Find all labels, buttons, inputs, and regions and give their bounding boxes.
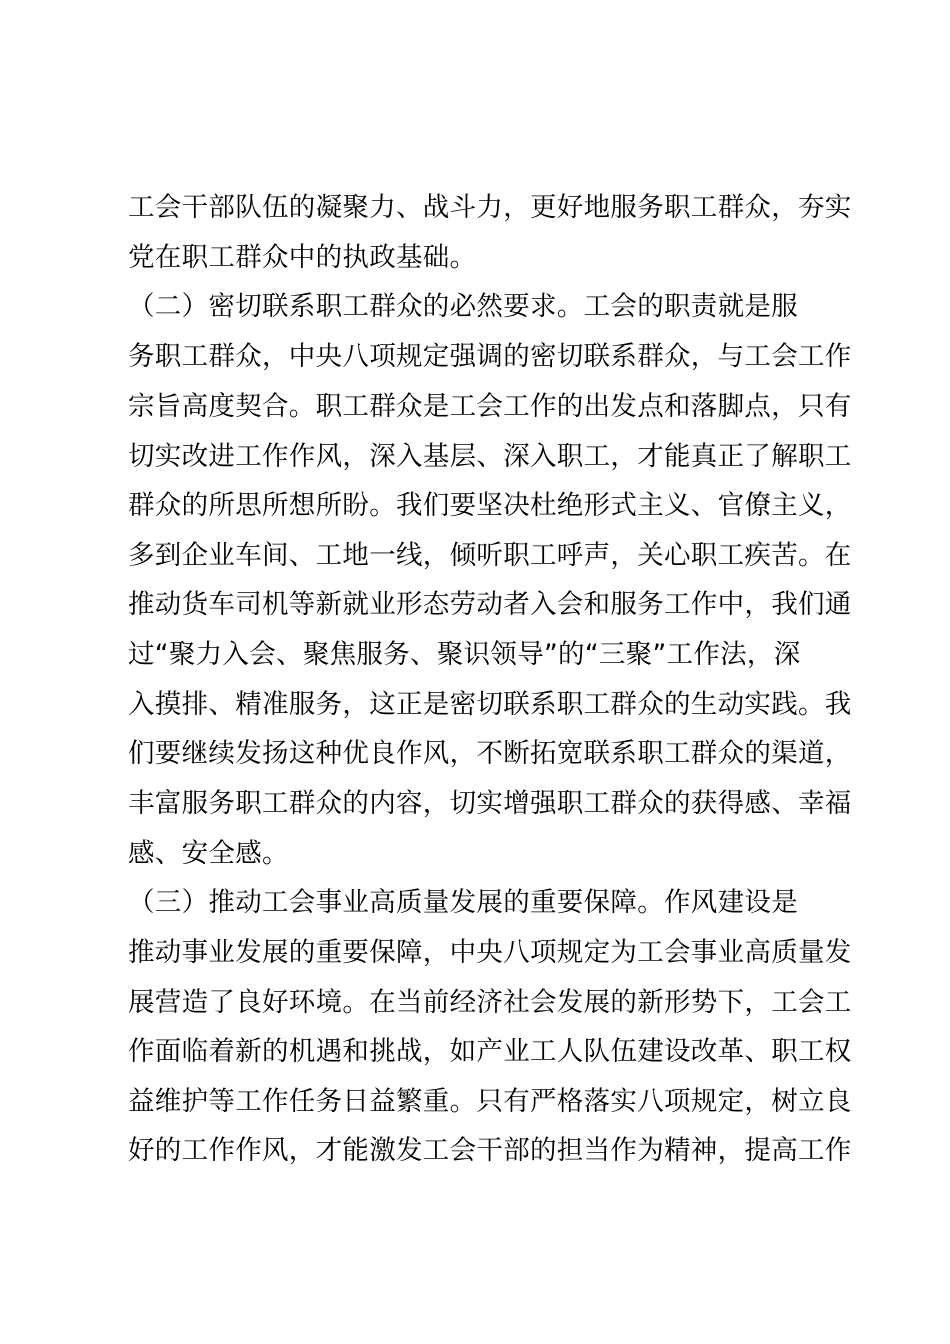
text-line: 好的工作作风，才能激发工会干部的担当作为精神，提高工作	[128, 1135, 852, 1166]
text-line: （二）密切联系职工群众的必然要求。工会的职责就是服	[128, 291, 798, 322]
text-line: 入摸排、精准服务，这正是密切联系职工群众的生动实践。我	[128, 689, 852, 720]
text-line: 务职工群众，中央八项规定强调的密切联系群众，与工会工作	[128, 341, 852, 372]
text-line: 党在职工群众中的执政基础。	[128, 242, 477, 273]
text-line: 多到企业车间、工地一线，倾听职工呼声，关心职工疾苦。在	[128, 540, 852, 571]
text-line: 宗旨高度契合。职工群众是工会工作的出发点和落脚点，只有	[128, 391, 852, 422]
text-line: 作面临着新的机遇和挑战，如产业工人队伍建设改革、职工权	[128, 1036, 852, 1067]
text-line: 益维护等工作任务日益繁重。只有严格落实八项规定，树立良	[128, 1086, 852, 1117]
text-line: 切实改进工作作风，深入基层、深入职工，才能真正了解职工	[128, 441, 852, 472]
text-line: 推动事业发展的重要保障，中央八项规定为工会事业高质量发	[128, 937, 852, 968]
text-line: 感、安全感。	[128, 838, 289, 869]
text-line: 们要继续发扬这种优良作风，不断拓宽联系职工群众的渠道，	[128, 738, 852, 769]
text-line: 推动货车司机等新就业形态劳动者入会和服务工作中，我们通	[128, 589, 852, 620]
text-line: 展营造了良好环境。在当前经济社会发展的新形势下，工会工	[128, 987, 852, 1018]
text-line: 群众的所思所想所盼。我们要坚决杜绝形式主义、官僚主义，	[128, 490, 852, 521]
text-line: （三）推动工会事业高质量发展的重要保障。作风建设是	[128, 887, 798, 918]
text-line: 工会干部队伍的凝聚力、战斗力，更好地服务职工群众，夯实	[128, 192, 852, 223]
text-line: 丰富服务职工群众的内容，切实增强职工群众的获得感、幸福	[128, 788, 852, 819]
text-line: 过“聚力入会、聚焦服务、聚识领导”的“三聚”工作法，深	[128, 639, 801, 670]
